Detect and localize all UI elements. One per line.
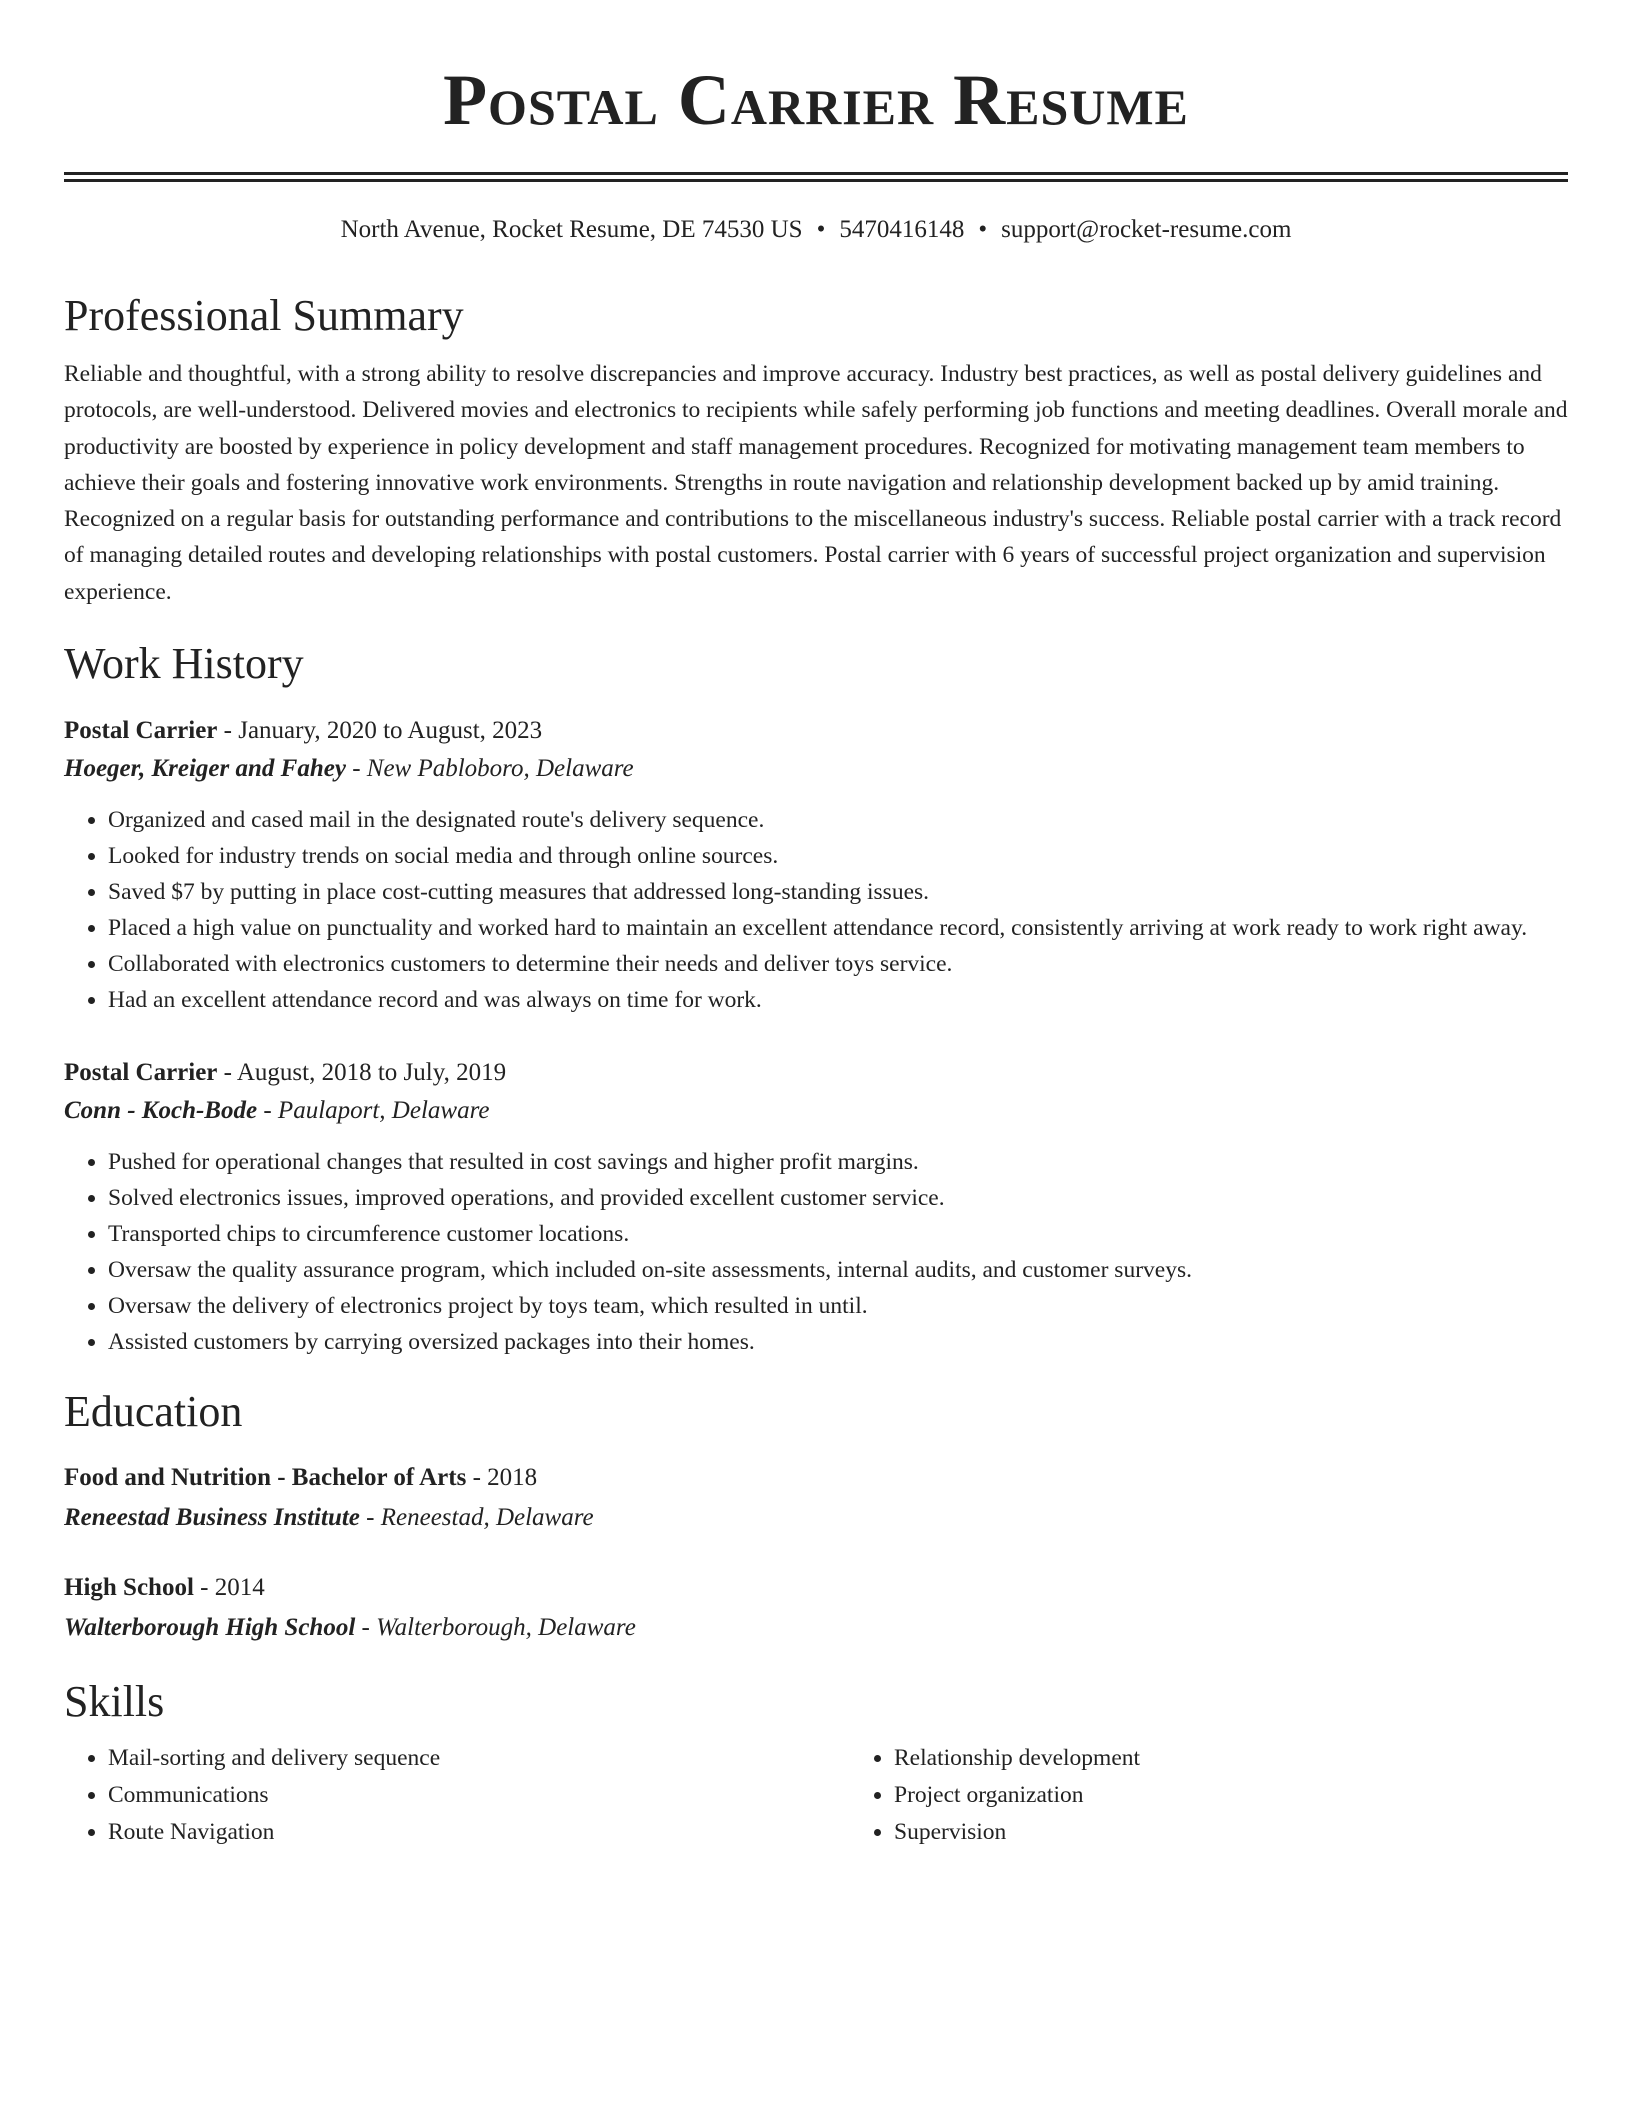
skill-item: • Mail-sorting and delivery sequence — [108, 1740, 850, 1777]
job-bullets — [64, 1144, 1568, 1360]
education-degree-line — [64, 1458, 1568, 1498]
job-entry — [64, 712, 1568, 1018]
education-entry — [64, 1458, 1568, 1538]
contact-phone: 5470416148 — [839, 216, 965, 243]
section-heading-education: Education — [64, 1387, 243, 1437]
job-location: - Paulaport, Delaware — [257, 1097, 490, 1125]
job-title: Postal Carrier — [64, 1059, 218, 1087]
skill-item: • Route Navigation — [108, 1814, 850, 1851]
summary-section — [64, 290, 1568, 610]
education-school-line — [64, 1498, 1568, 1538]
skills-section — [64, 1676, 1568, 1851]
job-bullet: • Placed a high value on punctuality and worked hard to maintain an excellent attendance record, consistently arriving at work ready to work right away. — [108, 910, 1568, 946]
education-school: Walterborough High School — [64, 1614, 356, 1642]
contact-separator: • — [816, 216, 826, 243]
job-company-line — [64, 750, 1568, 788]
education-degree: High School — [64, 1574, 194, 1602]
job-bullet: • Saved $7 by putting in place cost-cutting measures that addressed long-standing issues. — [108, 874, 1568, 910]
contact-address: North Avenue, Rocket Resume, DE 74530 US — [340, 216, 803, 243]
education-year: - 2018 — [466, 1464, 538, 1492]
job-location: - New Pabloboro, Delaware — [345, 755, 634, 783]
education-degree: Food and Nutrition - Bachelor of Arts — [64, 1464, 467, 1492]
section-heading-summary: Professional Summary — [64, 291, 464, 340]
job-entry — [64, 1054, 1568, 1360]
skills-columns — [64, 1740, 1568, 1851]
work-history-section — [64, 638, 1568, 1360]
contact-email: support@rocket-resume.com — [1001, 216, 1292, 243]
job-bullets — [64, 802, 1568, 1018]
skill-item: • Communications — [108, 1777, 850, 1814]
job-bullet: • Pushed for operational changes that resulted in cost savings and higher profit margins. — [108, 1144, 1568, 1180]
education-year: - 2014 — [193, 1574, 265, 1602]
section-heading-skills: Skills — [64, 1677, 165, 1727]
education-section — [64, 1386, 1568, 1648]
education-location: - Walterborough, Delaware — [355, 1614, 636, 1642]
education-school: Reneestad Business Institute — [64, 1504, 360, 1532]
contact-line — [64, 214, 1568, 246]
job-bullet: • Solved electronics issues, improved operations, and provided excellent customer service. — [108, 1180, 1568, 1216]
skills-list-right — [850, 1740, 1568, 1851]
contact-separator: • — [978, 216, 988, 243]
job-bullet: • Collaborated with electronics customers to determine their needs and deliver toys service. — [108, 946, 1568, 982]
section-heading-work-history: Work History — [64, 639, 304, 689]
job-dates: - August, 2018 to July, 2019 — [217, 1059, 507, 1087]
job-bullet: • Oversaw the quality assurance program, which included on-site assessments, internal audits, and customer surveys. — [108, 1252, 1568, 1288]
education-school-line — [64, 1608, 1568, 1648]
education-degree-line — [64, 1568, 1568, 1608]
skill-item: • Supervision — [894, 1814, 1568, 1851]
job-company: Hoeger, Kreiger and Fahey — [64, 755, 346, 783]
skill-item: • Project organization — [894, 1777, 1568, 1814]
job-bullet: • Had an excellent attendance record and was always on time for work. — [108, 982, 1568, 1018]
job-bullet: • Transported chips to circumference customer locations. — [108, 1216, 1568, 1252]
education-entry — [64, 1568, 1568, 1648]
job-title-line — [64, 1054, 1568, 1092]
summary-text: Reliable and thoughtful, with a strong ability to resolve discrepancies and improve accuracy. Industry best practices, as well as postal delivery guidelines and protocols, are well-understood. Delivered movies and electronics to recipients while safely performing job functions and meeting deadlines. Overall morale and productivity are boosted by experience in policy development and staff management procedures. Recognized for motivating management team members to achieve their goals and fostering innovative work environments. Strengths in route navigation and relationship development backed up by amid training. Recognized on a regular basis for outstanding performance and contributions to the miscellaneous industry's success. Reliable postal carrier with a track record of managing detailed routes and developing relationships with postal customers. Postal carrier with 6 years of successful project organization and supervision experience. — [64, 361, 1568, 605]
job-company: Conn - Koch-Bode — [64, 1097, 258, 1125]
skills-list-left — [64, 1740, 850, 1851]
skill-item: • Relationship development — [894, 1740, 1568, 1777]
resume-title: Postal Carrier Resume — [443, 60, 1189, 140]
job-title: Postal Carrier — [64, 717, 218, 745]
job-company-line — [64, 1092, 1568, 1130]
job-title-line — [64, 712, 1568, 750]
job-bullet: • Oversaw the delivery of electronics project by toys team, which resulted in until. — [108, 1288, 1568, 1324]
job-bullet: • Assisted customers by carrying oversized packages into their homes. — [108, 1324, 1568, 1360]
title-double-rule — [64, 172, 1568, 182]
education-location: - Reneestad, Delaware — [359, 1504, 594, 1532]
job-dates: - January, 2020 to August, 2023 — [217, 717, 543, 745]
job-bullet: • Looked for industry trends on social media and through online sources. — [108, 838, 1568, 874]
job-bullet: • Organized and cased mail in the designated route's delivery sequence. — [108, 802, 1568, 838]
